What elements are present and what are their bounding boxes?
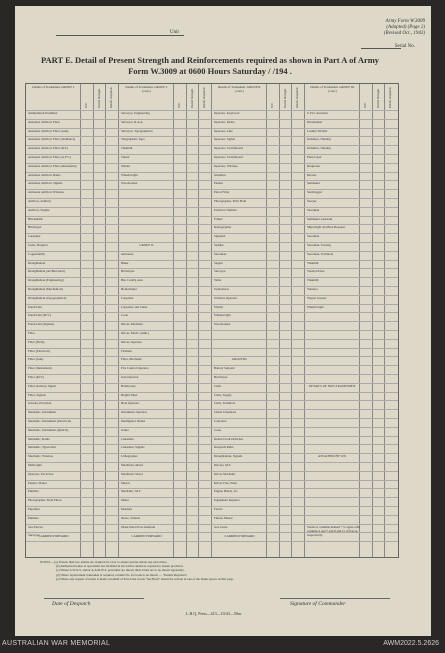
row-divider [26,172,398,173]
row-divider [26,277,398,278]
row-divider [26,207,398,208]
row-divider [26,339,398,340]
trade-entry: Check Telephone [214,411,237,415]
trade-entry: Storeman, Tracing [307,244,331,247]
trade-entry: Carpenter [121,296,134,300]
row-divider [26,506,398,507]
row-divider [26,128,398,129]
column-subheading: Posted Strength. [375,88,380,108]
archive-name: AUSTRALIAN WAR MEMORIAL [2,640,111,647]
trade-entry: Fitter, Railway Signal [28,384,56,388]
trade-entry: Leather Stitcher [307,129,328,133]
trade-entry: Drivers, M.T. [214,464,232,467]
trade-entry: Cook [214,428,221,432]
row-divider [26,233,398,234]
trade-entry: Nurse, Trained [121,516,140,520]
row-divider [26,471,398,472]
trade-entry: Orderlies [214,173,226,177]
row-divider [26,198,398,199]
press-line: L.H.Q. Press—413—10/43—50m. [186,611,242,616]
trade-entry: Artificer, Artillery [28,200,52,203]
row-divider [26,163,398,164]
carried-forward: CARRIED FORWARD [131,535,162,539]
trade-entry: Mechanic, Wireless [28,455,54,459]
row-divider [26,242,398,243]
column-subheading: Posted Strength. [189,88,194,108]
row-divider [26,251,398,252]
row-divider [26,145,398,146]
row-divider [26,409,398,410]
trade-entry: Tinsmith [307,279,319,283]
trade-entry: Clerk, Hospital [28,244,48,247]
trade-entry: Electrician (Signals) [28,323,55,327]
trade-entry: Clerk [214,384,222,388]
trade-entry: Linesman, Signals [121,446,145,450]
row-divider [26,356,398,357]
trade-entry: Wheelwright [121,173,138,177]
trade-entry: Saddler [214,244,224,247]
column-subheading: Reinfs. Required. [388,86,393,108]
trade-entry: Operator, Radio [214,120,235,124]
trade-entry: Fitness Master [214,516,233,520]
row-divider [26,453,398,454]
row-divider [26,383,398,384]
trade-entry: Fitter (Field) [28,340,45,344]
trade-entry: Surveyor [28,534,40,538]
note-line: NOTES.—(a) If more than two entries are required in a box to ensure precise detail, use extra lines. [40,560,168,564]
trade-entry: Wireless Operator [214,296,238,300]
trade-entry: Surveyor, R.A.A. [121,120,144,124]
trade-entry: Millwright [28,464,42,467]
row-divider [26,365,398,366]
trade-entry: Boilermaker [121,288,137,291]
trade-entry: Moulder [121,508,132,511]
trade-entry: Linesman [121,437,134,441]
trade-entry: Valuator [307,288,318,291]
carried-forward: CARRIED FORWARD [38,535,69,539]
trade-entry: Photographer, Print Plant [214,200,247,203]
trade-entry: Signaller [214,235,226,239]
trade-entry: Armourer Artificer Radio [28,173,61,177]
group-heading: DETAILS OF NON-TRADESMEN. [309,384,356,388]
form-line-1: Army Form W.3009 [385,19,425,24]
trade-entry: Dressmaker [307,120,323,124]
trade-entry: Miner [121,499,129,503]
trade-entry: Painter [214,182,224,186]
trade-entry: Operator, Keyboard [214,112,240,115]
row-divider [26,480,398,481]
trade-entry: Armourer Artificer Fitter (Gun) [28,129,69,133]
trade-entry: Mechanic, Radio [28,437,50,441]
column-subheading: Posted Strength. [282,88,287,108]
trade-entry: Respirator [307,164,321,168]
trade-entry: Storeman, Technical [307,252,334,256]
column-subheading: W.E. [270,102,274,108]
trade-entry: Fitter, Mechanic [121,358,142,362]
column-subheading: W.E. [177,102,181,108]
despatch-date-line [44,598,144,599]
row-divider [26,136,398,137]
trade-entry: Fitter (Gun) [28,358,44,362]
trade-entry: Orderlies, Nursing [307,147,331,151]
row-divider [26,189,398,190]
trade-entry: Coppersmith [28,252,45,256]
trade-entry: Hole Operator [121,402,140,406]
trade-entry: Sawyer [307,200,317,203]
trade-entry: Armourer [121,252,134,256]
row-divider [26,427,398,428]
trade-entry: Observation Post Assistant [121,525,156,529]
trade-entry: Baker [121,261,129,265]
trade-entry: Armourer Artificer Fitter (Ordnance) [28,138,76,142]
trade-entry: Mechanic, Instrument [28,411,56,415]
trade-entry: Surveyor, Engineering [121,112,150,115]
trade-entry: Instrument Operator [121,411,147,415]
trade-entry: Fireman [121,349,132,353]
row-divider [26,348,398,349]
carried-forward: CARRIED FORWARD [224,535,255,539]
trade-entry: Fitter (M.V.) [28,376,45,379]
trade-entry: Storeman [307,235,320,239]
trade-entry: Predictor Number [214,208,237,212]
trade-entry: Machinist, Wood [121,472,143,476]
trade-entry: Despatch Rider [214,446,234,450]
trade-entry: Trades Driver [307,270,325,274]
trade-entry: Concretor [214,420,227,423]
trade-entry: Printer [214,217,223,221]
row-divider [26,444,398,445]
trade-entry: Armourer Artificer Fitter (Instrument) [28,164,77,168]
trade-entry: Fitter (Electrical) [28,349,51,353]
notes-block [40,560,400,581]
trade-entry: Plumber [28,516,39,520]
trade-entry: Driver Pole, Plant [214,481,237,485]
trade-entry: Tinsmith [121,147,133,151]
form-reference [384,19,425,37]
form-line-2: (Adapted) (Page 2) [386,25,425,30]
trade-entry: Tailor [214,279,222,283]
trade-entry: Storeman [307,208,320,212]
trade-entry: Equipment Repairer [214,499,240,503]
trade-entry: Dental Clerk Orderlies [214,437,244,441]
trade-entry: Woodworker [121,182,138,186]
trade-entry: Plumber [28,490,39,494]
trade-entry: Sailmaker [307,182,320,186]
trade-entry: Operator, Switchboard [214,147,243,151]
trade-entry: Armourer Artificer Fitter (R.F.) [28,147,69,151]
trade-entry: Battery Serjeant [214,367,235,371]
row-divider [26,154,398,155]
column-subheading: W.E. [363,102,367,108]
trade-entry: Artificer, Engine [28,208,50,212]
form-line-3: (Revised Oct., 1943) [383,31,425,36]
row-divider [26,497,398,498]
trade-entry: Draughtsman (Mechanical) [28,288,63,291]
trade-entry: Mechanic, M.T. [121,490,142,494]
trade-entry: Surveyor [214,270,226,274]
trade-entry: Carpenter [28,235,41,239]
trade-entry: Draughtsman (Engineering) [28,279,64,283]
row-divider [26,488,398,489]
trade-entry: Fitter [28,332,35,335]
trade-entry: Carpenter and Joiner [121,305,148,309]
row-divider [26,268,398,269]
trade-entry: Cook [121,314,128,318]
trade-entry: Saw Doctor [28,525,44,529]
trade-entry: Joiner [121,428,129,432]
trade-entry: Welder [121,164,131,168]
trade-entry: Sailmaker Assistant [307,217,333,221]
trade-entry: Engine Hands, I.C. [214,490,239,494]
row-divider [26,224,398,225]
row-divider [26,541,398,542]
trade-entry: Draughtsman (Architectural) [28,270,65,274]
trade-entry: Wheelwright [307,305,324,309]
trade-entry: Mason [121,481,130,485]
trade-entry: Armourer Artificer Signals [28,182,63,186]
signature-label: Signature of Commander [290,601,346,607]
column-subheading: Reinfs. Required. [109,86,114,108]
form-title: PART E. Detail of Present Strength and Reinforcements required as shown in Part A of Army Form W.3009 at 0600 Hours Saturday / /194 . [40,55,380,76]
trade-entry: Bricklayer [121,270,135,274]
column-subheading: Reinfs. Required. [202,86,207,108]
trade-entry: Radiographer [214,226,232,230]
trade-entry: Operator, Switchboard [214,156,243,159]
group-heading: ATTACHED BY W.E. [318,455,347,459]
trade-entry: Woodworker [214,323,231,327]
trade-entry: Painter, Maker [28,481,47,485]
trade-entry: Storeman [214,252,227,256]
trade-entry: Gas Larrie [214,525,228,529]
trade-entry: Machinist, Metal [121,464,143,467]
trade-entry: Photographer, Field Photo [28,499,62,503]
row-divider [26,524,398,525]
trade-entry: Shipwright and Boat Repairer [307,226,346,230]
trade-entry: Surveyor, Topographical [121,129,153,133]
column-heading: Details of Tradesmen. GROUP I. (cont.) [125,85,168,93]
row-divider [26,515,398,516]
trade-entry: Operator, Signal [214,138,235,142]
trade-entry: Wagon Greaser [307,296,327,300]
trade-entry: Driver Mechanic [214,472,236,476]
trade-entry: Fitter, Signals [28,393,46,397]
trade-entry: Sapper [214,261,223,265]
trade-entry: Driver, Mech. (Amb.) [121,332,149,335]
trade-entry: Fitter (Instrument) [28,367,52,371]
note-line: (c) Where A.W.A.S. and/or A.A.M.W.S. personnel are shown their trades are to be shown separately. [56,568,185,573]
trade-entry: Electrician (M.V.) [28,314,52,318]
trade-entry: Operator, Wireless [214,164,238,168]
row-divider [26,216,398,217]
column-heading: Details of Tradesmen. GROUP III. (cont.) [310,85,355,93]
row-divider [26,400,398,401]
trade-entry: Upholsterer [214,288,230,291]
trade-entry: Hairdresser [121,384,136,388]
trade-entry: Farrier [214,508,223,511]
trade-entry: Mechanic, Typewriter [28,446,57,450]
trade-entry: Draughtsman, Signals [214,455,243,459]
trade-entry: Turner [121,156,130,159]
serial-label: Serial No. [394,44,415,49]
group-heading: GROUP III. [231,358,248,362]
trade-entry: Clerk, Technical [214,402,235,406]
trade-entry: Driver, Operator [121,340,143,344]
trade-entry: Ammunition Examiner [28,112,58,115]
trade-entry: Blacksmith [28,217,43,221]
trade-entry: Height Taker [121,393,138,397]
group-heading: GROUP II. [139,244,154,247]
row-divider [26,180,398,181]
note-line: (b) Authorised trades or specialists not included in list will be added as required to ensure precision. [56,564,184,569]
column-subheading: Posted Strength. [96,88,101,108]
trade-entry: Armourer Artificer Fitter [28,120,60,124]
trade-entry: Bricklayer [28,226,42,230]
trade-entry: Orderlies, Nursing [307,138,331,142]
trade-entry: Tinsmith [307,261,319,265]
despatch-date-label: Date of Despatch [52,601,91,607]
row-divider [26,295,398,296]
trade-entry: Mechanic, Instrument (Electrical) [28,420,72,423]
trade-entry: Patrol Fitter [214,191,230,195]
trade-entry: Armourer Artificer Wireless [28,191,64,195]
trade-entry: Plate Layer [307,156,322,159]
row-divider [26,374,398,375]
unit-label: Unit [170,30,179,35]
row-divider [26,330,398,331]
trade-entry: C.F.O. Assistant [307,112,328,115]
row-divider [26,304,398,305]
totals-note: Totals of columns marked * to agree with columns 6 and 7 and 8 and 15 of Part A, respectively. [307,526,360,537]
trade-entry: Bricklayer [214,376,228,379]
trade-entry: Pipefitter [28,508,40,511]
row-divider [26,286,398,287]
strength-table [25,83,399,558]
note-line: (e) Where any request of trades is made on behalf of Part A the words "See Back" should be written in one of the blank spaces on this page. [56,576,234,581]
column-subheading: W.E. [84,102,88,108]
trade-entry: Mechanic, Instrument (Optical) [28,428,69,432]
column-heading: Details of Tradesmen. GROUP I. [32,85,75,89]
row-divider [26,110,398,111]
trade-entry: Intelligence Duties [121,420,146,423]
trade-entry: Grinder, Precision [28,402,52,406]
row-divider [26,462,398,463]
trade-entry: Clerk, Supply [214,393,232,397]
column-heading: Details of Tradesmen. GROUP II. (cont.) [217,85,262,93]
trade-entry: Wheelwright [214,314,231,318]
row-divider [26,312,398,313]
trade-entry: Gun Operator [121,376,139,379]
trade-entry: Electrician [28,305,42,309]
trade-entry: Bkr. Cond'g Asst. [121,279,144,283]
row-divider [26,392,398,393]
row-divider [26,260,398,261]
row-divider [26,119,398,120]
trade-entry: Operator, Line [214,129,233,133]
row-divider [26,321,398,322]
trade-entry: Sandbagger [307,191,323,195]
trade-entry: Armourer Artificer Fitter (A.F.V.) [28,156,71,159]
trade-entry: Draughtsman [28,261,46,265]
trade-entry: Welder [214,305,224,309]
unit-line [56,35,184,36]
note-line: (d) Where replacement tradesmen is required, column No. for trade to be shown — "Details Required". [56,572,188,577]
trade-entry: Riveter [307,173,317,177]
trade-entry: Fire Control Operator [121,367,149,371]
row-divider [26,418,398,419]
trade-entry: Driver, Mechanic [121,323,144,327]
trade-entry: Lithographer [121,455,138,459]
trade-entry: Telegraphist, Topo [121,138,145,142]
trade-entry: Operator, Excavator [28,472,54,476]
column-subheading: Reinfs. Required. [295,86,300,108]
archive-id: AWM2022.5.2626 [383,640,439,647]
row-divider [26,436,398,437]
signature-line [280,598,390,599]
trade-entry: Draughtsman (Topographical) [28,296,67,300]
